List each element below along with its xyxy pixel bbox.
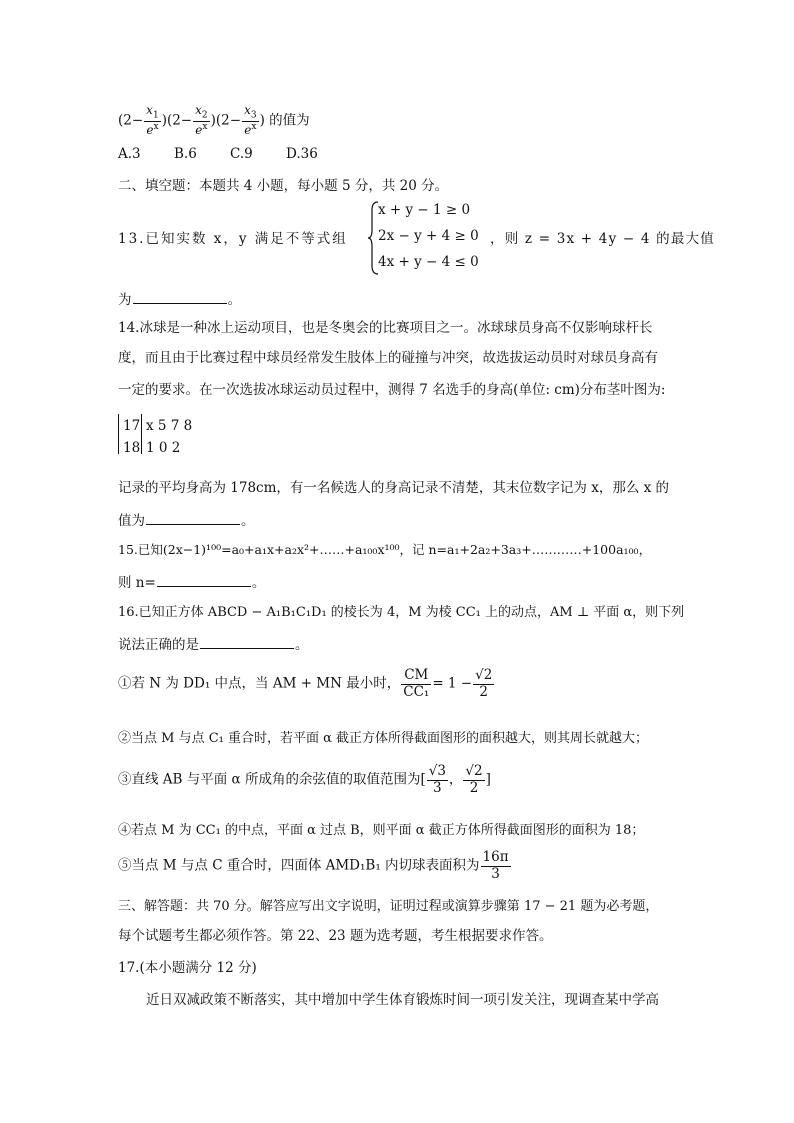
q15-line-1: 15.已知(2x−1)¹⁰⁰=a₀+a₁x+a₂x²+……+a₁₀₀x¹⁰⁰，记 n=a₁+2a₂+3a₃+…………+100a₁₀₀， [118,542,652,557]
leaf-17: x 5 7 8 [146,418,193,434]
answer-blank[interactable] [146,512,240,525]
q16-statement-2: ②当点 M 与点 C₁ 重合时，若平面 α 截正方体所得截面图形的面积越大，则其周长就越大； [118,731,649,746]
q15-tail: 则 n= 。 [118,575,266,591]
leaf-18: 1 0 2 [146,440,181,456]
q16-statement-3: ③直线 AB 与平面 α 所成角的余弦值的取值范围为[ $\frac{√3}{3}$ ， $\frac{√2}{2}$ ] [118,763,491,796]
q12-part1: (2− [118,112,144,129]
fraction-root2-2: $\frac{√2}{2}$ [475,667,493,700]
q16-line-1: 16.已知正方体 ABCD − A₁B₁C₁D₁ 的棱长为 4，M 为棱 CC₁ 上的动点，AM ⊥ 平面 α，则下列 [118,605,685,620]
q16-statement-4: ④若点 M 为 CC₁ 的中点，平面 α 过点 B，则平面 α 截正方体所得截面图形的面积为 18； [118,823,645,838]
answer-blank[interactable] [200,636,294,649]
q16-tail: 说法正确的是 。 [118,637,309,653]
section3-line-1: 三、解答题：共 70 分。解答应写出文字说明，证明过程或演算步骤第 17 − 21 题为必考题， [118,899,659,914]
q13-inequality-system [368,200,488,276]
q14-line-1: 14.冰球是一种冰上运动项目，也是冬奥会的比赛项目之一。冰球球员身高不仅影响球杆长 [118,320,653,336]
q12-expression: (2− $\frac{x_1}{e^x}$ )(2− $\frac{x_2}{e^x}$ )(2− $\frac{x_3}{e^x}$ ) 的值为 [118,103,310,137]
q17-title: 17.(本小题满分 12 分) [118,960,257,976]
option-a: A.3 [118,146,141,162]
q14-line-3: 一定的要求。在一次选拔冰球运动员过程中，测得 7 名选手的身高(单位: cm)分布茎叶图为: [118,382,666,398]
stem-17: 17 [123,418,141,434]
option-c: C.9 [230,146,253,162]
q14-tail: 值为 。 [118,513,255,529]
q14-line-2: 度，而且由于比赛过程中球员经常发生肢体上的碰撞与冲突，故选拔运动员时对球员身高有 [118,350,658,366]
q13-prefix: 13.已知实数 x，y 满足不等式组 [118,231,348,247]
stem-18: 18 [123,440,141,456]
fraction-root3-3: $\frac{√3}{3}$ [428,763,446,796]
option-b: B.6 [174,146,197,162]
q12-options [118,148,318,162]
q12-frac1: $\frac{x_1}{e^x}$ [146,103,159,137]
q12-frac3: $\frac{x_3}{e^x}$ [244,103,257,137]
inequality-1: x + y − 1 ≥ 0 [378,202,471,218]
answer-blank[interactable] [157,574,251,587]
q16-statement-1: ①若 N 为 DD₁ 中点，当 AM + MN 最小时， $\frac{CM}{\text{CC₁}}$ = 1 − $\frac{√2}{2}$ [118,667,493,700]
section2-header: 二、填空题：本题共 4 小题，每小题 5 分，共 20 分。 [118,178,449,194]
q14-after: 记录的平均身高为 178cm，有一名候选人的身高记录不清楚，其末位数字记为 x，那么 x 的 [118,480,670,496]
answer-blank[interactable] [133,291,227,304]
section3-line-2: 每个试题考生都必须作答。第 22、23 题为选考题，考生根据要求作答。 [118,928,553,944]
fraction-cm-cc1: $\frac{CM}{\text{CC₁}}$ [403,667,430,700]
q17-body: 近日双减政策不断落实，其中增加中学生体育锻炼时间一项引发关注，现调查某中学高 [146,992,659,1008]
q13-suffix: ，则 z = 3x + 4y − 4 的最大值 [490,231,715,247]
fraction-root2-2b: $\frac{√2}{2}$ [465,763,483,796]
inequality-2: 2x − y + 4 ≥ 0 [378,228,479,244]
q16-statement-5: ⑤当点 M 与点 C 重合时，四面体 AMD₁B₁ 内切球表面积为 $\frac{16\pi}{3}$ [118,849,509,882]
fraction-16pi-3: $\frac{16\pi}{3}$ [482,849,509,882]
q12-frac2: $\frac{x_2}{e^x}$ [195,103,208,137]
option-d: D.36 [286,146,318,162]
inequality-3: 4x + y − 4 ≤ 0 [378,254,479,270]
q13-tail: 为 。 [118,292,241,308]
